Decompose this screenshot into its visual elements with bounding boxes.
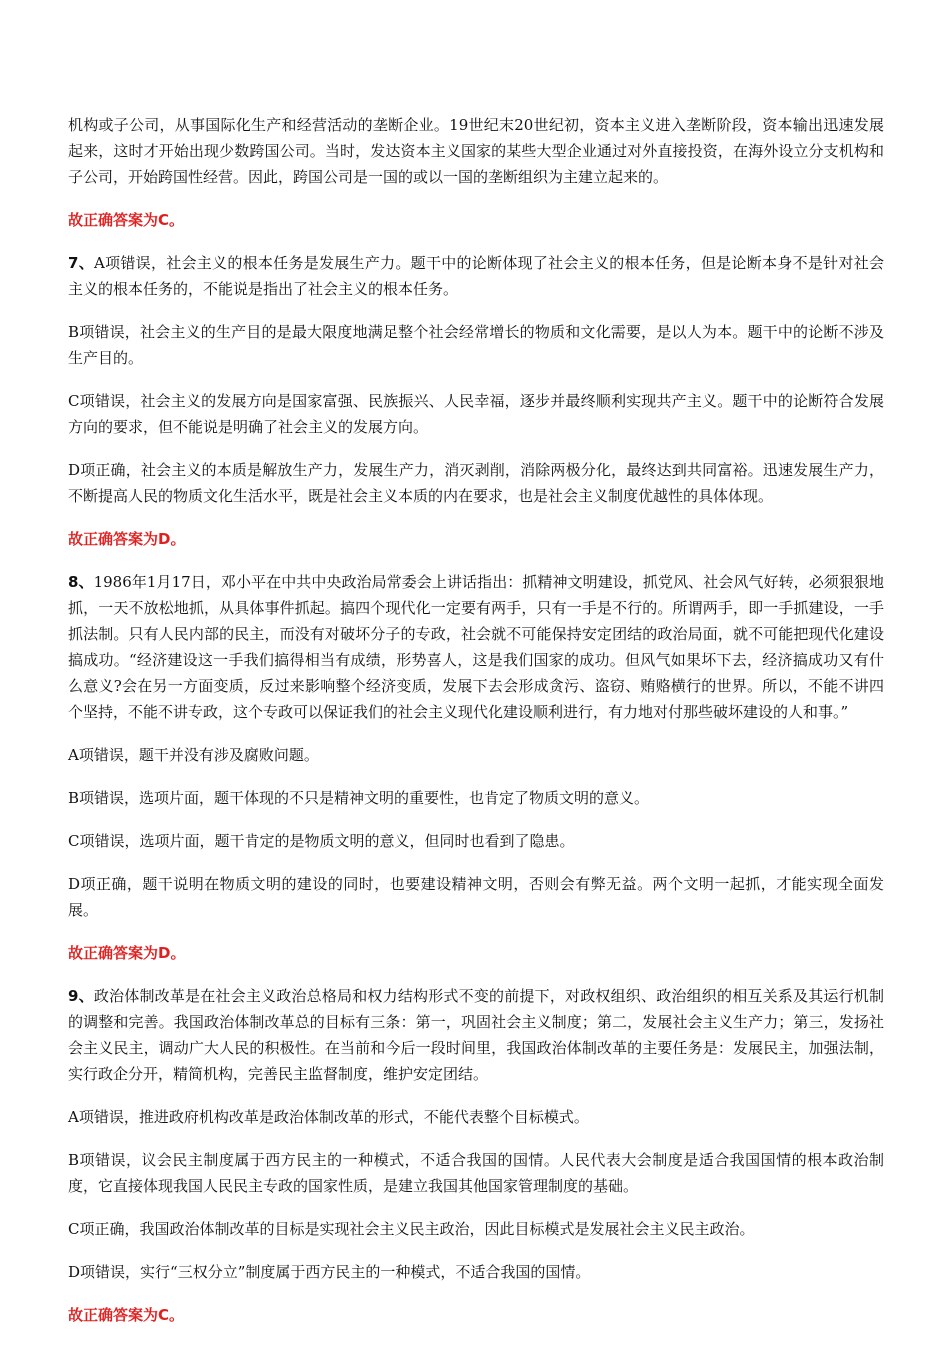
q9-option-b: B项错误，议会民主制度属于西方民主的一种模式，不适合我国的国情。人民代表大会制度是适合我国国情的根本政治制度，它直接体现我国人民民主专政的国家性质，是建立我国其他国家管理制度的基础。 [68,1151,884,1195]
document-page [68,112,884,1345]
q9-option-c: C项正确，我国政治体制改革的目标是实现社会主义民主政治，因此目标模式是发展社会主义民主政治。 [68,1220,755,1238]
q8-option-a: A项错误，题干并没有涉及腐败问题。 [68,746,319,764]
q9-option-a: A项错误，推进政府机构改革是政治体制改革的形式，不能代表整个目标模式。 [68,1108,589,1126]
q8-option-c: C项错误，选项片面，题干肯定的是物质文明的意义，但同时也看到了隐患。 [68,832,575,850]
answer-line: 故正确答案为D。 [68,530,186,548]
q8-option-b: B项错误，选项片面，题干体现的不只是精神文明的重要性，也肯定了物质文明的意义。 [68,789,650,807]
q7-option-d: D项正确，社会主义的本质是解放生产力，发展生产力，消灭剥削，消除两极分化，最终达到共同富裕。迅速发展生产力，不断提高人民的物质文化生活水平，既是社会主义本质的内在要求，也是社会主义制度优越性的具体体现。 [68,461,884,505]
q9-option-d: D项错误，实行“三权分立”制度属于西方民主的一种模式，不适合我国的国情。 [68,1263,591,1281]
answer-line: 故正确答案为C。 [68,1306,185,1324]
q8-stem [68,569,884,725]
option-text: A项错误，社会主义的根本任务是发展生产力。题干中的论断体现了社会主义的根本任务，但是论断本身不是针对社会主义的根本任务的，不能说是指出了社会主义的根本任务。 [68,254,885,298]
intro-paragraph: 机构或子公司，从事国际化生产和经营活动的垄断企业。19世纪末20世纪初，资本主义进入垄断阶段，资本输出迅速发展起来，这时才开始出现少数跨国公司。当时，发达资本主义国家的某些大型企业通过对外直接投资，在海外设立分支机构和子公司，开始跨国性经营。因此，跨国公司是一国的或以一国的垄断组织为主建立起来的。 [68,116,884,186]
q7-option-b: B项错误，社会主义的生产目的是最大限度地满足整个社会经常增长的物质和文化需要，是以人为本。题干中的论断不涉及生产目的。 [68,323,884,367]
answer-line: 故正确答案为D。 [68,944,186,962]
question-number: 9、 [68,987,94,1005]
q9-stem [68,983,884,1087]
stem-text: 1986年1月17日，邓小平在中共中央政治局常委会上讲话指出：抓精神文明建设，抓党风、社会风气好转，必须狠狠地抓，一天不放松地抓，从具体事件抓起。搞四个现代化一定要有两手，只有一手是不行的。所谓两手，即一手抓建设，一手抓法制。只有人民内部的民主，而没有对破坏分子的专政，社会就不可能保持安定团结的政治局面，就不可能把现代化建设搞成功。“经济建设这一手我们搞得相当有成绩，形势喜人，这是我们国家的成功。但风气如果坏下去，经济搞成功又有什么意义?会在另一方面变质，反过来影响整个经济变质，发展下去会形成贪污、盗窃、贿赂横行的世界。所以，不能不讲四个坚持，不能不讲专政，这个专政可以保证我们的社会主义现代化建设顺利进行，有力地对付那些破坏建设的人和事。” [68,573,885,721]
answer-line: 故正确答案为C。 [68,211,185,229]
q8-option-d: D项正确，题干说明在物质文明的建设的同时，也要建设精神文明，否则会有弊无益。两个文明一起抓，才能实现全面发展。 [68,875,884,919]
stem-text: 政治体制改革是在社会主义政治总格局和权力结构形式不变的前提下，对政权组织、政治组织的相互关系及其运行机制的调整和完善。我国政治体制改革总的目标有三条：第一，巩固社会主义制度；第二，发展社会主义生产力；第三，发扬社会主义民主，调动广大人民的积极性。在当前和今后一段时间里，我国政治体制改革的主要任务是：发展民主，加强法制，实行政企分开，精简机构，完善民主监督制度，维护安定团结。 [68,987,884,1083]
q7-option-c: C项错误，社会主义的发展方向是国家富强、民族振兴、人民幸福，逐步并最终顺利实现共产主义。题干中的论断符合发展方向的要求，但不能说是明确了社会主义的发展方向。 [68,392,884,436]
question-number: 8、 [68,573,94,591]
q7-option-a [68,250,884,302]
question-number: 7、 [68,254,94,272]
